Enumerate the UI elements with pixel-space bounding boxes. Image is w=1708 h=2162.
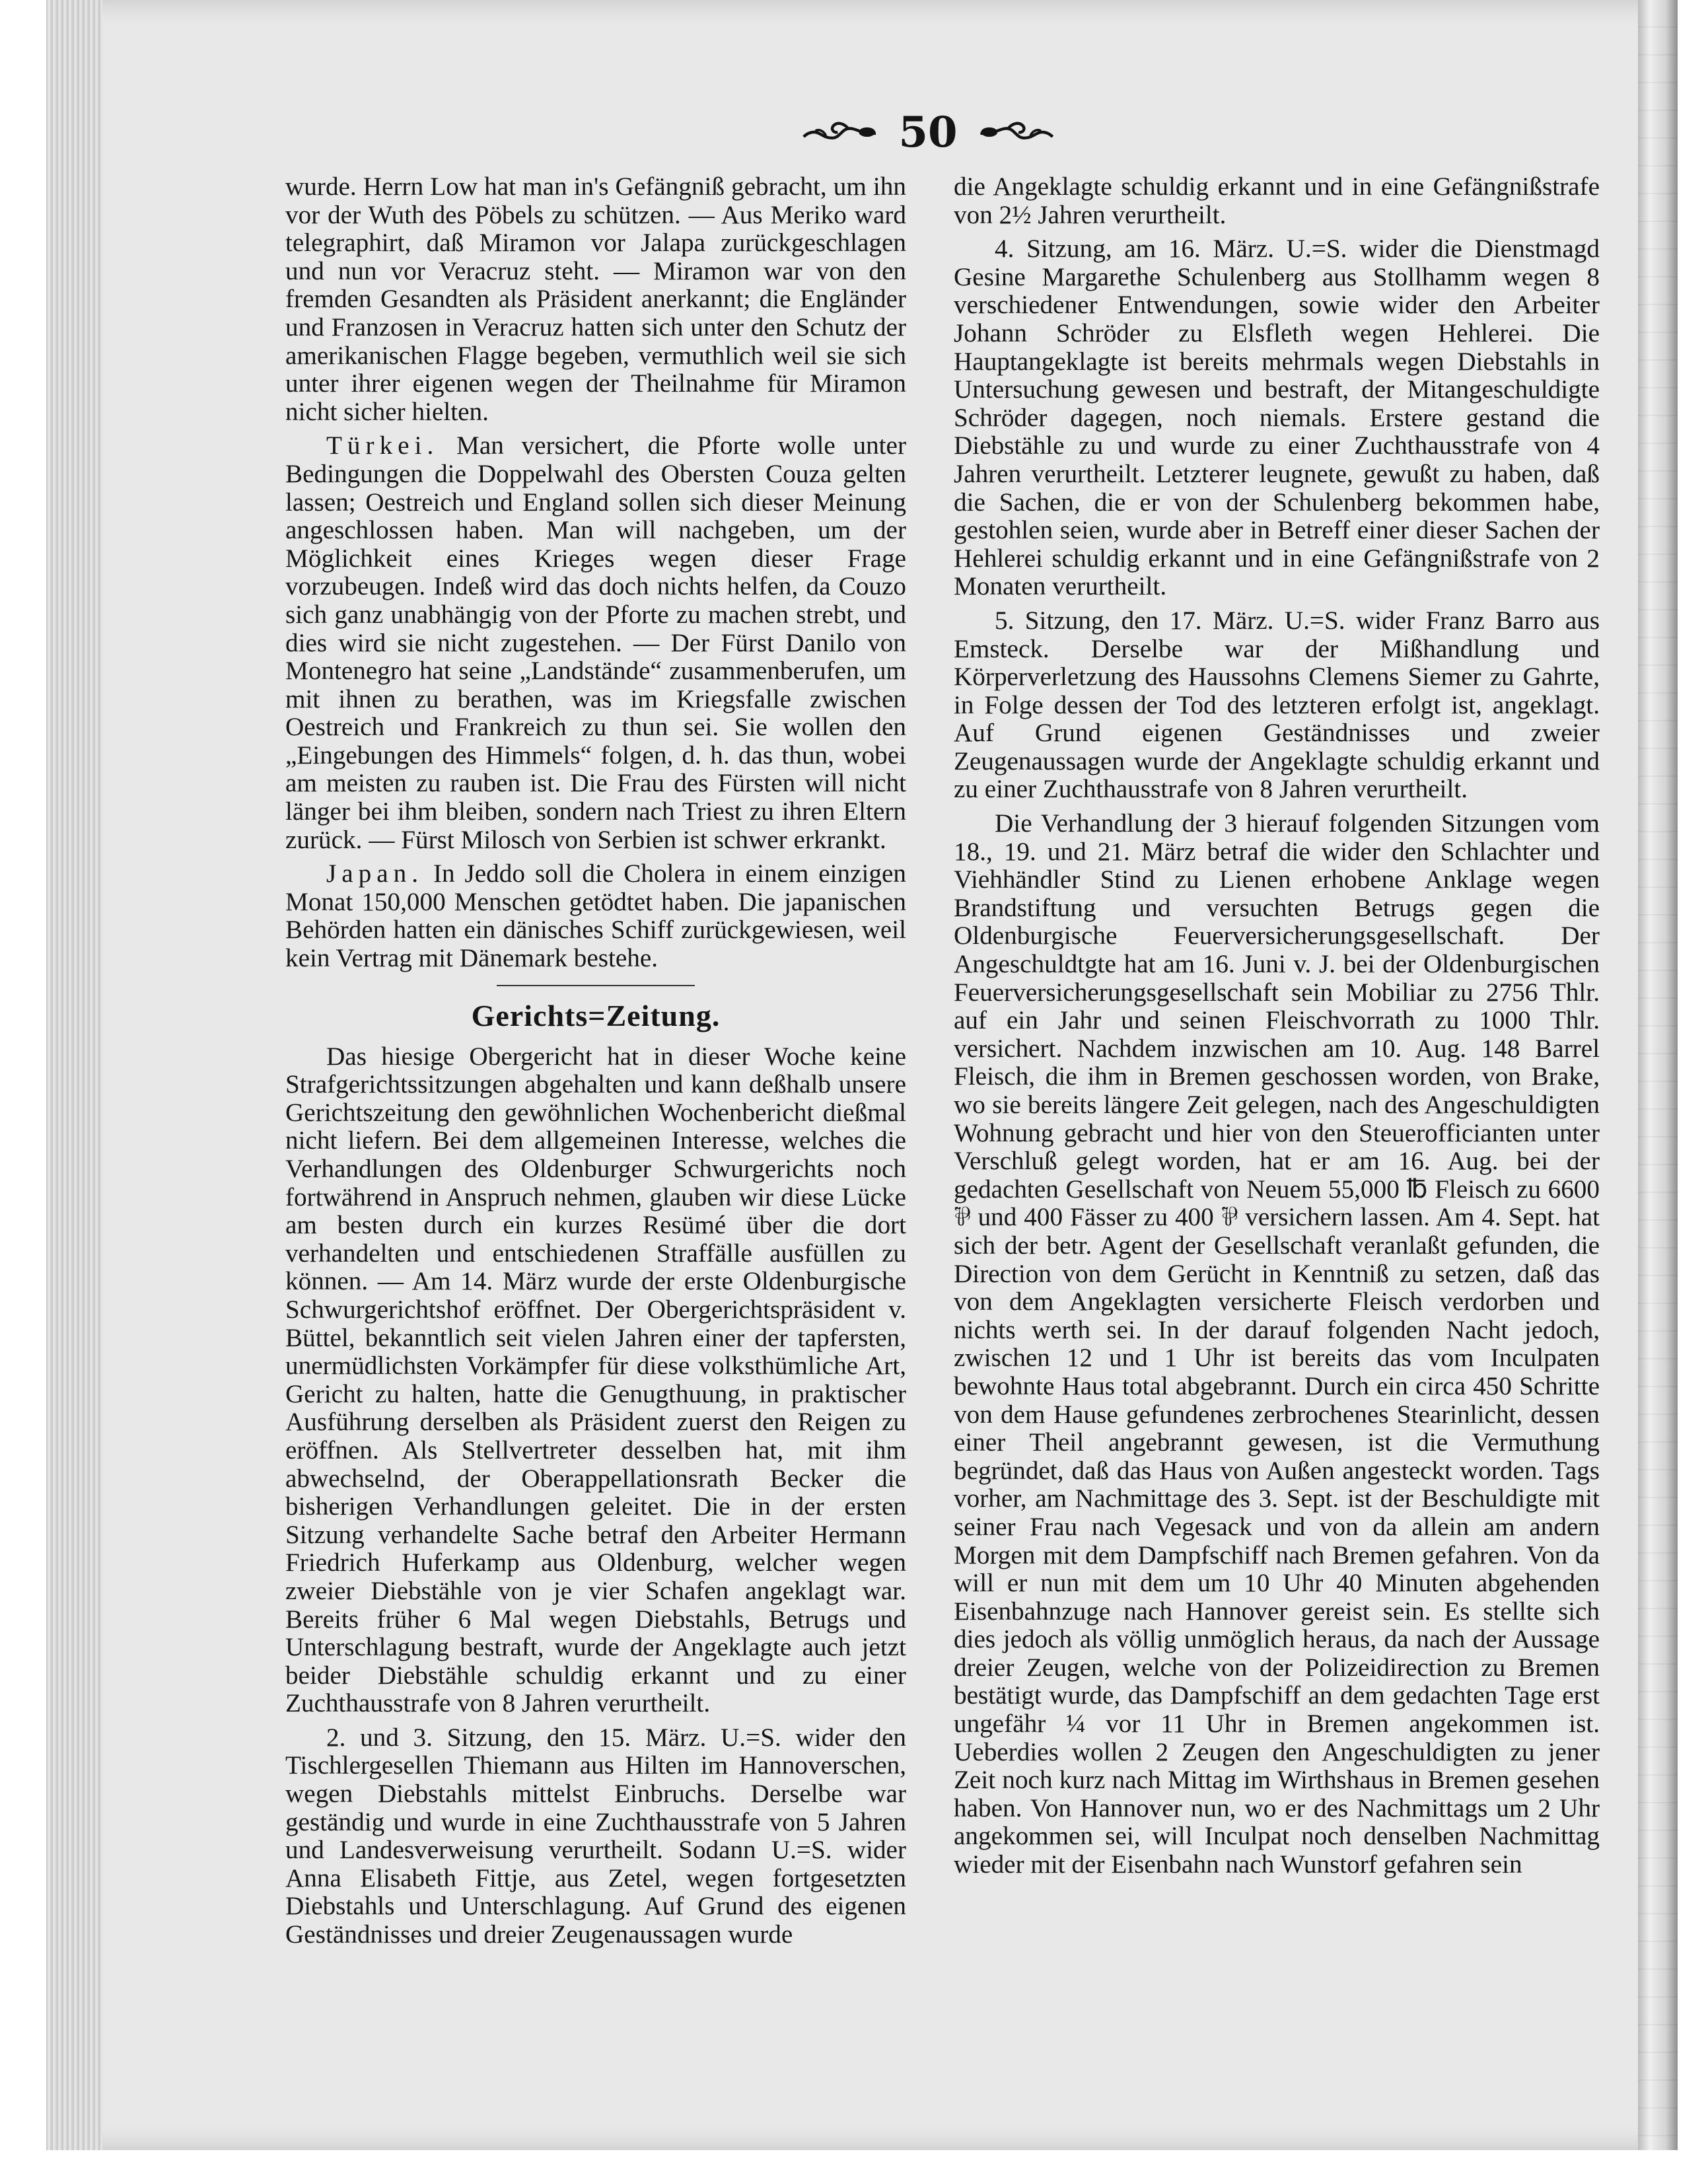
article-paragraph-tuerkei: [285, 432, 906, 854]
article-paragraph: 4. Sitzung, am 16. März. U.=S. wider die Dienstmagd Gesine Margarethe Schulenberg aus Stollhamm wegen 8 verschiedener Entwendungen, sowie wider den Arbeiter Johann Schröder zu Elsfleth wegen Hehlerei. Die Hauptangeklagte ist bereits mehrmals wegen Diebstahls in Untersuchung gewesen und bestraft, der Mitangeschuldigte Schröder dagegen, noch niemals. Erstere gestand die Diebstähle zu und wurde zu einer Zuchthausstrafe von 4 Jahren verurtheilt. Letzterer leugnete, gewußt zu haben, daß die Sachen, die er von der Schulenberg bekommen habe, gestohlen seien, wurde aber in Betreff einer dieser Sachen der Hehlerei schuldig erkannt und in eine Gefängnißstrafe von 2 Monaten verurtheilt.: [954, 234, 1600, 601]
right-column: [954, 173, 1600, 1885]
paragraph-body: In Jeddo soll die Cholera in einem einzigen Monat 150,000 Menschen getödtet haben. Die japanischen Behörden hatten ein dänisches Schiff zurückgewiesen, weil kein Vertrag mit Dänemark bestehe.: [285, 859, 907, 973]
left-column: [285, 173, 906, 1955]
article-paragraph-japan: [285, 860, 906, 972]
article-paragraph: wurde. Herrn Low hat man in's Gefängniß gebracht, um ihn vor der Wuth des Pöbels zu schützen. — Aus Meriko ward telegraphirt, daß Miramon vor Jalapa zurückgeschlagen und nun vor Veracruz steht. — Miramon war von den fremden Gesandten als Präsident anerkannt; die Engländer und Franzosen in Veracruz hatten sich unter den Schutz der amerikanischen Flagge begeben, vermuthlich weil sie sich unter ihrer eigenen wegen der Theilnahme für Miramon nicht sicher hielten.: [285, 172, 906, 426]
paragraph-body: Man versichert, die Pforte wolle unter Bedingungen die Doppelwahl des Obersten Couza gelten lassen; Oestreich und England sollen sich dieser Meinung angeschlossen haben. Man will nachgeben, um der Möglichkeit eines Krieges wegen dieser Frage vorzubeugen. Indeß wird das doch nichts helfen, da Couzo sich ganz unabhängig von der Pforte zu machen strebt, und dies wird sie nicht zugestehen. — Der Fürst Danilo von Montenegro hat seine „Landstände“ zusammenberufen, um mit ihnen zu berathen, was im Kriegsfalle zwischen Oestreich und Frankreich zu thun sei. Sie wollen den „Eingebungen des Himmels“ folgen, d. h. das thun, wobei am meisten zu rauben ist. Die Frau des Fürsten will nicht länger bei ihm bleiben, sondern nach Triest zu ihren Eltern zurück. — Fürst Milosch von Serbien ist schwer erkrankt.: [285, 431, 907, 854]
ornament-right-icon: [978, 112, 1053, 152]
article-paragraph: Das hiesige Obergericht hat in dieser Woche keine Strafgerichtssitzungen abgehalten und kann deßhalb unsere Gerichtszeitung den gewöhnlichen Wochenbericht dießmal nicht liefern. Bei dem allgemeinen Interesse, welches die Verhandlungen des Oldenburger Schwurgerichts noch fortwährend in Anspruch nehmen, glauben wir diese Lücke am besten durch ein kurzes Resümé über die dort verhandelten und entschiedenen Straffälle ausfüllen zu können. — Am 14. März wurde der erste Oldenburgische Schwurgerichtshof eröffnet. Der Obergerichtspräsident v. Büttel, bekanntlich seit vielen Jahren einer der tapfersten, unermüdlichsten Vorkämpfer für diese volksthümliche Art, Gericht zu halten, hatte die Genugthuung, in praktischer Ausführung derselben als Präsident zuerst den Reigen zu eröffnen. Als Stellvertreter desselben hat, mit ihm abwechselnd, der Oberappellationsrath Becker die bisherigen Verhandlungen geleitet. Die in der ersten Sitzung verhandelte Sache betraf den Arbeiter Hermann Friedrich Huferkamp aus Oldenburg, welcher wegen zweier Diebstähle von je vier Schafen angeklagt war. Bereits früher 6 Mal wegen Diebstahls, Betrugs und Unterschlagung bestraft, wurde der Angeklagte auch jetzt beider Diebstähle schuldig erkannt und zu einer Zuchthausstrafe von 8 Jahren verurtheilt.: [285, 1042, 906, 1718]
page-stack-edge: [46, 0, 102, 2150]
page-header: [802, 106, 1053, 159]
article-paragraph: 5. Sitzung, den 17. März. U.=S. wider Franz Barro aus Emsteck. Derselbe war der Mißhandlung und Körperverletzung des Haussohns Clemens Siemer zu Gahrte, in Folge dessen der Tod des letzteren erfolgt ist, angeklagt. Auf Grund eigenen Geständnisses und zweier Zeugenaussagen wurde der Angeklagte schuldig erkannt und zu einer Zuchthausstrafe von 8 Jahren verurtheilt.: [954, 606, 1600, 804]
section-divider: [497, 985, 695, 986]
page-number: 50: [898, 107, 958, 157]
article-paragraph: 2. und 3. Sitzung, den 15. März. U.=S. wider den Tischlergesellen Thiemann aus Hilten im Hannoverschen, wegen Diebstahls mittelst Einbruchs. Derselbe war geständig und wurde in eine Zuchthausstrafe von 5 Jahren und Landesverweisung verurtheilt. Sodann U.=S. wider Anna Elisabeth Fittje, aus Zetel, wegen fortgesetzten Diebstahls und Unterschlagung. Auf Grund des eigenen Geständnisses und dreier Zeugenaussagen wurde: [285, 1723, 906, 1949]
ornament-left-icon: [802, 112, 878, 152]
country-lead: Türkei.: [326, 431, 439, 460]
country-lead: Japan.: [326, 859, 424, 888]
article-paragraph: Die Verhandlung der 3 hierauf folgenden Sitzungen vom 18., 19. und 21. März betraf die wider den Schlachter und Viehhändler Stind zu Lienen erhobene Anklage wegen Brandstiftung und versuchten Betrugs gegen die Oldenburgische Feuerversicherungsgesellschaft. Der Angeschuldtgte hat am 16. Juni v. J. bei der Oldenburgischen Feuerversicherungsgesellschaft sein Mobiliar zu 2756 Thlr. auf ein Jahr und seinen Fleischvorrath zu 1000 Thlr. versichert. Nachdem inzwischen am 10. Aug. 148 Barrel Fleisch, die ihm in Bremen geschossen worden, von Brake, wo sie bereits längere Zeit gelegen, nach des Angeschuldigten Wohnung gebracht und hier von den Steuerofficianten unter Verschluß gelegt worden, hat er am 16. Aug. bei der gedachten Gesellschaft von Neuem 55,000 ℔ Fleisch zu 6600 ⅌ und 400 Fässer zu 400 ⅌ versichern lassen. Am 4. Sept. hat sich der betr. Agent der Gesellschaft veranlaßt gefunden, die Direction von dem Gerücht in Kenntniß zu setzen, daß das von dem Angeklagten versicherte Fleisch verdorben und nichts werth sei. In der darauf folgenden Nacht jedoch, zwischen 12 und 1 Uhr ist bereits das vom Inculpaten bewohnte Haus total abgebrannt. Durch ein circa 450 Schritte von dem Hause gefundenes zerbrochenes Stearinlicht, dessen einer Theil angebrannt gewesen, ist die Vermuthung begründet, daß das Haus von Außen angesteckt worden. Tags vorher, am Nachmittage des 3. Sept. ist der Beschuldigte mit seiner Frau nach Vegesack und von da allein am andern Morgen mit dem Dampfschiff nach Bremen gefahren. Von da will er nun mit dem um 10 Uhr 40 Minuten abgehenden Eisenbahnzuge nach Hannover gereist sein. Es stellte sich dies jedoch als völlig unmöglich heraus, da nach der Aussage dreier Zeugen, welche von der Polizeidirection zu Bremen bestätigt wurde, das Dampfschiff an dem gedachten Tage erst ungefähr ¼ vor 11 Uhr in Bremen angekommen ist. Ueberdies wollen 2 Zeugen den Angeschuldigten zu jener Zeit noch kurz nach Mittag im Wirthshaus in Bremen gesehen haben. Von Hannover nun, wo er des Nachmittags um 2 Uhr angekommen sei, will Inculpat noch denselben Nachmittag wieder mit der Eisenbahn nach Wunstorf gefahren sein: [954, 809, 1600, 1879]
binding-texture: [1638, 0, 1678, 2150]
section-heading: Gerichts=Zeitung.: [471, 998, 721, 1032]
article-paragraph: die Angeklagte schuldig erkannt und in eine Gefängnißstrafe von 2½ Jahren verurtheilt.: [954, 172, 1600, 229]
